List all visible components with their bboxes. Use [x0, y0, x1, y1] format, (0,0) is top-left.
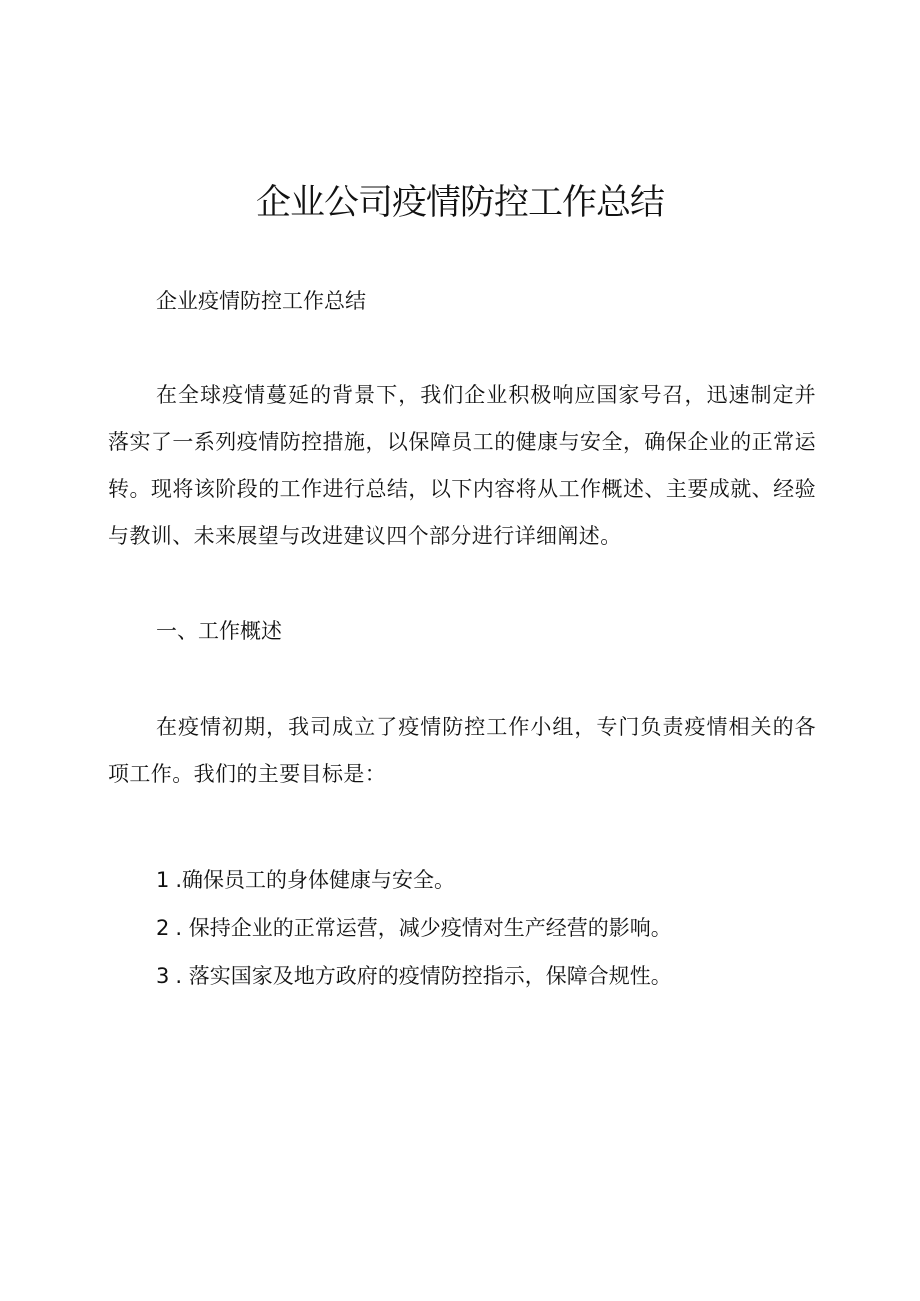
list-item-number: 2 — [156, 916, 170, 940]
document-subtitle: 企业疫情防控工作总结 — [156, 289, 366, 313]
intro-paragraph: 在全球疫情蔓延的背景下，我们企业积极响应国家号召，迅速制定并落实了一系列疫情防控措施，以保障员工的健康与安全，确保企业的正常运转。现将该阶段的工作进行总结，以下内容将从工作概述、主要成就、经验与教训、未来展望与改进建议四个部分进行详细阐述。 — [108, 383, 816, 548]
list-item-number: 1 — [156, 868, 170, 892]
section-heading-overview: 一、工作概述 — [156, 619, 282, 643]
list-item — [156, 904, 672, 952]
document-title: 企业公司疫情防控工作总结 — [255, 183, 664, 223]
list-item-text: .确保员工的身体健康与安全。 — [175, 868, 456, 892]
overview-paragraph: 在疫情初期，我司成立了疫情防控工作小组，专门负责疫情相关的各项工作。我们的主要目标是： — [108, 715, 816, 786]
list-item-text: . 保持企业的正常运营，减少疫情对生产经营的影响。 — [175, 916, 672, 940]
list-item — [156, 952, 672, 1000]
list-item-text: . 落实国家及地方政府的疫情防控指示，保障合规性。 — [175, 964, 672, 988]
goals-list — [156, 856, 672, 1000]
list-item — [156, 856, 672, 904]
list-item-number: 3 — [156, 964, 170, 988]
